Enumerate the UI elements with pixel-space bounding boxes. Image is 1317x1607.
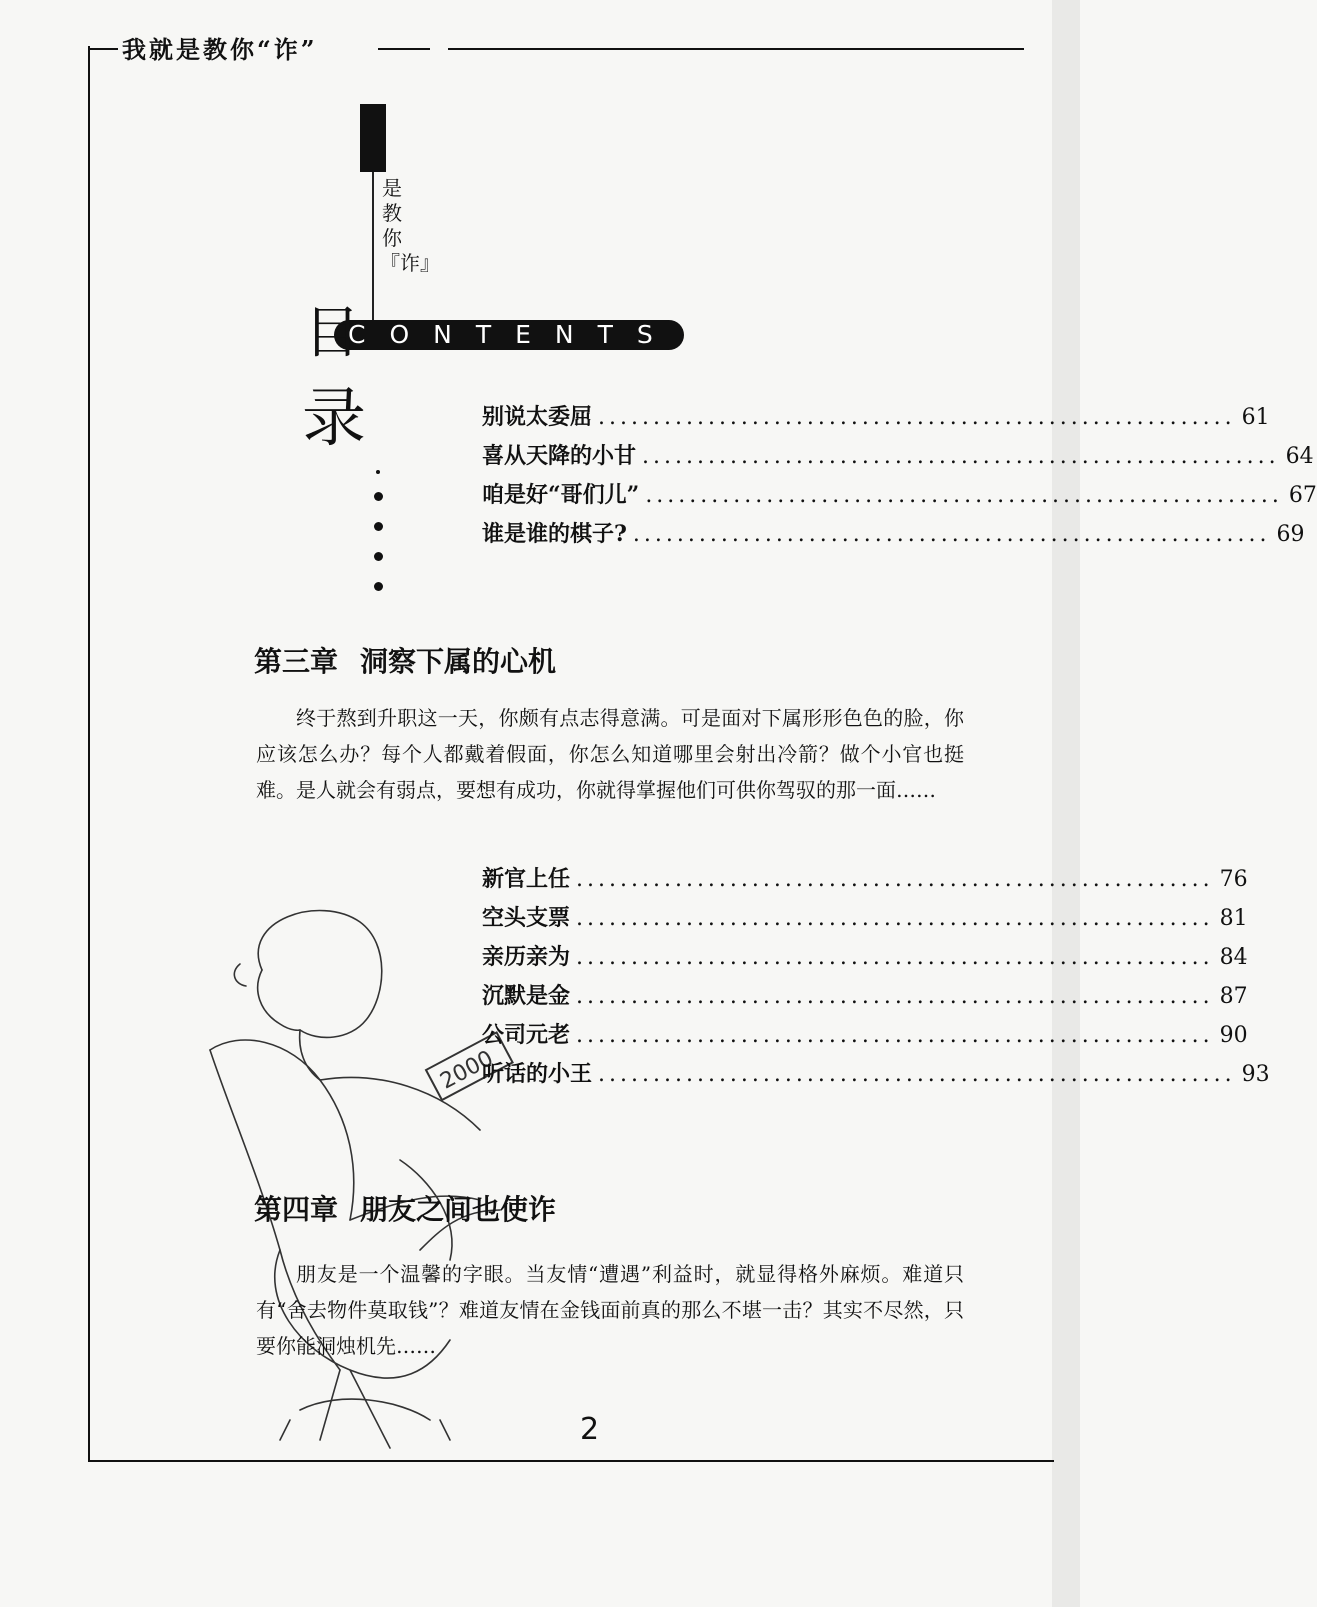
- contents-banner: [334, 320, 684, 350]
- toc-entry[interactable]: [482, 901, 1248, 940]
- header-rule-middle: [378, 48, 430, 50]
- chapter-number: 第四章: [254, 1193, 339, 1226]
- chapter-3-heading: [254, 640, 556, 680]
- dot: [376, 470, 380, 474]
- chapter-number: 第三章: [254, 645, 339, 678]
- toc-leader-dots: ..........................................................: [598, 405, 1236, 430]
- running-title: 我就是教你“诈”: [122, 35, 318, 64]
- toc-leader-dots: ..........................................................: [645, 483, 1283, 508]
- toc-leader-dots: ..........................................................: [576, 867, 1214, 892]
- toc-entry-title: 公司元老: [482, 1022, 571, 1048]
- toc-entry-title: 咱是好“哥们儿”: [482, 482, 640, 508]
- toc-entry-page: 81: [1219, 906, 1248, 931]
- toc-entry-title: 别说太委屈: [482, 404, 593, 430]
- toc-entry[interactable]: [482, 439, 1314, 478]
- toc-entry[interactable]: [482, 940, 1248, 979]
- page-number: 2: [580, 1412, 600, 1447]
- chapter-name: 朋友之间也使诈: [360, 1193, 557, 1226]
- vertical-book-title: 是教你『诈』: [380, 176, 440, 275]
- toc-leader-dots: ..........................................................: [598, 1062, 1236, 1087]
- toc-entry[interactable]: [482, 1018, 1248, 1057]
- toc-leader-dots: ..........................................................: [642, 444, 1280, 469]
- toc-leader-dots: ..........................................................: [632, 522, 1271, 547]
- toc-entry-page: 93: [1241, 1062, 1270, 1087]
- toc-entry-page: 64: [1285, 444, 1314, 469]
- toc-list-2: [482, 862, 1270, 1096]
- toc-entry-title: 沉默是金: [482, 983, 571, 1009]
- title-vertical-rule: [372, 172, 374, 322]
- chapter-4-heading: [254, 1188, 556, 1228]
- toc-entry-page: 90: [1219, 1023, 1248, 1048]
- toc-entry-page: 69: [1276, 522, 1305, 547]
- title-black-block: [360, 104, 386, 172]
- dot: [374, 552, 383, 561]
- header-rule-left: [88, 48, 118, 50]
- toc-leader-dots: ..........................................................: [576, 945, 1214, 970]
- left-frame-rule: [88, 46, 90, 1462]
- toc-entry-title: 喜从天降的小甘: [482, 443, 637, 469]
- toc-entry[interactable]: [482, 979, 1248, 1018]
- toc-entry[interactable]: [482, 400, 1270, 439]
- running-header: [88, 30, 968, 70]
- header-rule-right: [448, 48, 1024, 50]
- toc-entry-title: 空头支票: [482, 905, 571, 931]
- toc-entry[interactable]: [482, 862, 1248, 901]
- chapter-3-summary: 终于熬到升职这一天，你颇有点志得意满。可是面对下属形形色色的脸，你应该怎么办？每个人都戴着假面，你怎么知道哪里会射出冷箭？做个小官也挺难。是人就会有弱点，要想有成功，你就得掌握他们可供你驾驭的那一面……: [256, 706, 964, 802]
- dot: [374, 492, 383, 501]
- dot: [374, 582, 383, 591]
- toc-entry-title: 新官上任: [482, 866, 571, 892]
- toc-leader-dots: ..........................................................: [576, 1023, 1214, 1048]
- toc-leader-dots: ..........................................................: [576, 984, 1214, 1009]
- page-edge-shadow: [1052, 0, 1080, 1607]
- bottom-frame-rule: [88, 1460, 1054, 1462]
- toc-entry-page: 87: [1219, 984, 1248, 1009]
- toc-entry-page: 76: [1219, 867, 1248, 892]
- mulu-char-lu: 录: [302, 382, 366, 456]
- toc-entry-title: 亲历亲为: [482, 944, 571, 970]
- toc-entry-page: 61: [1241, 405, 1270, 430]
- toc-entry-page: 67: [1288, 483, 1317, 508]
- toc-entry[interactable]: [482, 517, 1305, 556]
- toc-list-1: [482, 400, 1317, 556]
- toc-leader-dots: ..........................................................: [576, 906, 1214, 931]
- chapter-name: 洞察下属的心机: [360, 645, 557, 678]
- stamp-text: 2000: [436, 1046, 498, 1095]
- toc-entry[interactable]: [482, 478, 1317, 517]
- chapter-4-summary: 朋友是一个温馨的字眼。当友情“遭遇”利益时，就显得格外麻烦。难道只有“舍去物件莫取钱”？难道友情在金钱面前真的那么不堪一击？其实不尽然，只要你能洞烛机先……: [256, 1262, 964, 1358]
- dot: [374, 522, 383, 531]
- toc-entry[interactable]: [482, 1057, 1270, 1096]
- toc-entry-title: 谁是谁的棋子?: [482, 521, 627, 547]
- mulu-char-mu: 目: [304, 301, 360, 366]
- toc-entry-page: 84: [1219, 945, 1248, 970]
- contents-label: CONTENTS: [348, 320, 677, 349]
- toc-entry-title: 听话的小王: [482, 1061, 593, 1087]
